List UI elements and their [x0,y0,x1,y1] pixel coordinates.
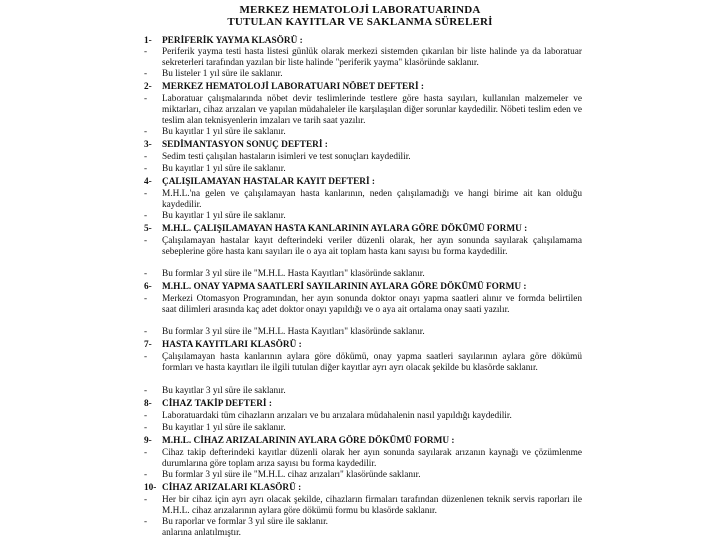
bullet-dash: - [144,164,148,174]
section-heading: M.H.L. CİHAZ ARIZALARININ AYLARA GÖRE DÖKÜMÜ FORMU : [162,436,455,446]
bullet-dash: - [144,411,148,421]
bullet-text: Bu kayıtlar 1 yıl süre ile saklanır. [162,127,286,137]
bullet-dash: - [144,69,148,79]
bullet-dash: - [144,152,148,162]
bullet-text: Her bir cihaz için ayrı ayrı olacak şekilde, cihazların firmaları tarafından düzenlenen teknik servis raporları ile M.H.L. cihaz arızalarının aylara göre dökümü formu bu klasörde saklanır. [162,495,582,516]
bullet-text: Bu kayıtlar 1 yıl süre ile saklanır. [162,211,286,221]
bullet-dash: - [144,448,148,458]
bullet-dash: - [144,47,148,57]
section-number: 7- [144,340,152,350]
bullet-dash: - [144,236,148,246]
document-title-line1: MERKEZ HEMATOLOJİ LABORATUARINDA [239,4,481,16]
bullet-dash: - [144,94,148,104]
bullet-dash: - [144,327,148,337]
bullet-text: Bu formlar 3 yıl süre ile "M.H.L. cihaz arızaları" klasöründe saklanır. [162,470,421,480]
section-heading: CİHAZ TAKİP DEFTERİ : [162,399,272,409]
bullet-text: Periferik yayma testi hasta listesi günlük olarak merkezi sistemden çıkarılan bir liste halinde ya da laboratuar sekreterleri tarafından yazılan bir liste halinde "periferik yayma" klasöründe saklanır. [162,47,582,68]
section-number: 8- [144,399,152,409]
bullet-dash: - [144,470,148,480]
section-heading: M.H.L. ONAY YAPMA SAATLERİ SAYILARININ AYLARA GÖRE DÖKÜMÜ FORMU : [162,282,527,292]
document-title-line2: TUTULAN KAYITLAR VE SAKLANMA SÜRELERİ [227,16,493,28]
section-number: 4- [144,177,152,187]
bullet-text: Bu formlar 3 yıl süre ile "M.H.L. Hasta Kayıtları" klasöründe saklanır. [162,327,425,337]
section-heading: MERKEZ HEMATOLOJİ LABORATUARI NÖBET DEFTERİ : [162,82,424,92]
bullet-text: Laboratuar çalışmalarında nöbet devir teslimlerinde testlere göre hasta sayıları, kullanılan malzemeler ve miktarları, cihaz arızaları ve yapılan müdahaleler ile karşılaşılan diğer sorunlar kaydedilir. Nöbeti teslim eden ve teslim alan teknisyenlerin imzaları ve tarih saat yazılır. [162,94,582,126]
bullet-text: M.H.L.'na gelen ve çalışılamayan hasta kanlarının, neden çalışılamadığı ve hangi birime ait kan olduğu kaydedilir. [162,189,582,210]
bullet-text: Çalışılamayan hastalar kayıt defterindeki veriler düzenli olarak, her ayın sonunda sayılarak çalışılamama sebeplerine göre hasta kanı sayıları ile o aya ait toplam hasta kanı sayısı bu forma kaydedilir. [162,236,582,257]
bullet-text: Laboratuardaki tüm cihazların arızaları ve bu arızalara müdahalenin nasıl yapıldığı kaydedilir. [162,411,512,421]
bullet-dash: - [144,517,148,527]
bullet-dash: - [144,269,148,279]
bullet-dash: - [144,294,148,304]
bullet-dash: - [144,386,148,396]
bullet-text: Bu listeler 1 yıl süre ile saklanır. [162,69,283,79]
trailing-text: anlarına anlatılmıştır. [162,528,242,538]
bullet-text: Bu kayıtlar 3 yıl süre ile saklanır. [162,386,286,396]
bullet-dash: - [144,352,148,362]
section-number: 6- [144,282,152,292]
section-heading: M.H.L. ÇALIŞILAMAYAN HASTA KANLARININ AYLARA GÖRE DÖKÜMÜ FORMU : [162,224,528,234]
bullet-text: Sedim testi çalışılan hastaların isimleri ve test sonuçları kaydedilir. [162,152,411,162]
bullet-text: Merkezi Otomasyon Programından, her ayın sonunda doktor onayı yapma saatleri alınır ve formda belirtilen saat dilimleri arasında kaç adet doktor onayı yapıldığı ve o aya ait ortalama onay saati yazılır. [162,294,582,315]
bullet-text: Cihaz takip defterindeki kayıtlar düzenli olarak her ayın sonunda sayılarak arızanın kaynağı ve çözümlenme durumlarına göre toplam arıza sayısı bu forma kaydedilir. [162,448,582,469]
section-heading: CİHAZ ARIZALARI KLASÖRÜ : [162,483,302,493]
section-heading: ÇALIŞILAMAYAN HASTALAR KAYIT DEFTERİ : [162,177,376,187]
section-number: 3- [144,140,152,150]
section-number: 5- [144,224,152,234]
section-number: 9- [144,436,152,446]
bullet-dash: - [144,211,148,221]
bullet-dash: - [144,423,148,433]
bullet-text: Bu kayıtlar 1 yıl süre ile saklanır. [162,423,286,433]
section-number: 1- [144,36,152,46]
section-number: 2- [144,82,152,92]
section-heading: PERİFERİK YAYMA KLASÖRÜ : [162,36,303,46]
bullet-text: Bu formlar 3 yıl süre ile "M.H.L. Hasta Kayıtları" klasöründe saklanır. [162,269,425,279]
bullet-text: Çalışılamayan hasta kanlarının aylara göre dökümü, onay yapma saatleri sayılarının aylara göre dökümü formları ve hasta kayıtları ile ilgili tutulan diğer kayıtlar ayrı ayrı olacak şekilde bu klasörde saklanır. [162,352,582,373]
section-heading: SEDİMANTASYON SONUÇ DEFTERİ : [162,140,328,150]
bullet-dash: - [144,127,148,137]
section-heading: HASTA KAYITLARI KLASÖRÜ : [162,340,302,350]
bullet-text: Bu kayıtlar 1 yıl süre ile saklanır. [162,164,286,174]
bullet-dash: - [144,189,148,199]
bullet-dash: - [144,495,148,505]
section-number: 10- [144,483,157,493]
bullet-text: Bu raporlar ve formlar 3 yıl süre ile saklanır. [162,517,329,527]
